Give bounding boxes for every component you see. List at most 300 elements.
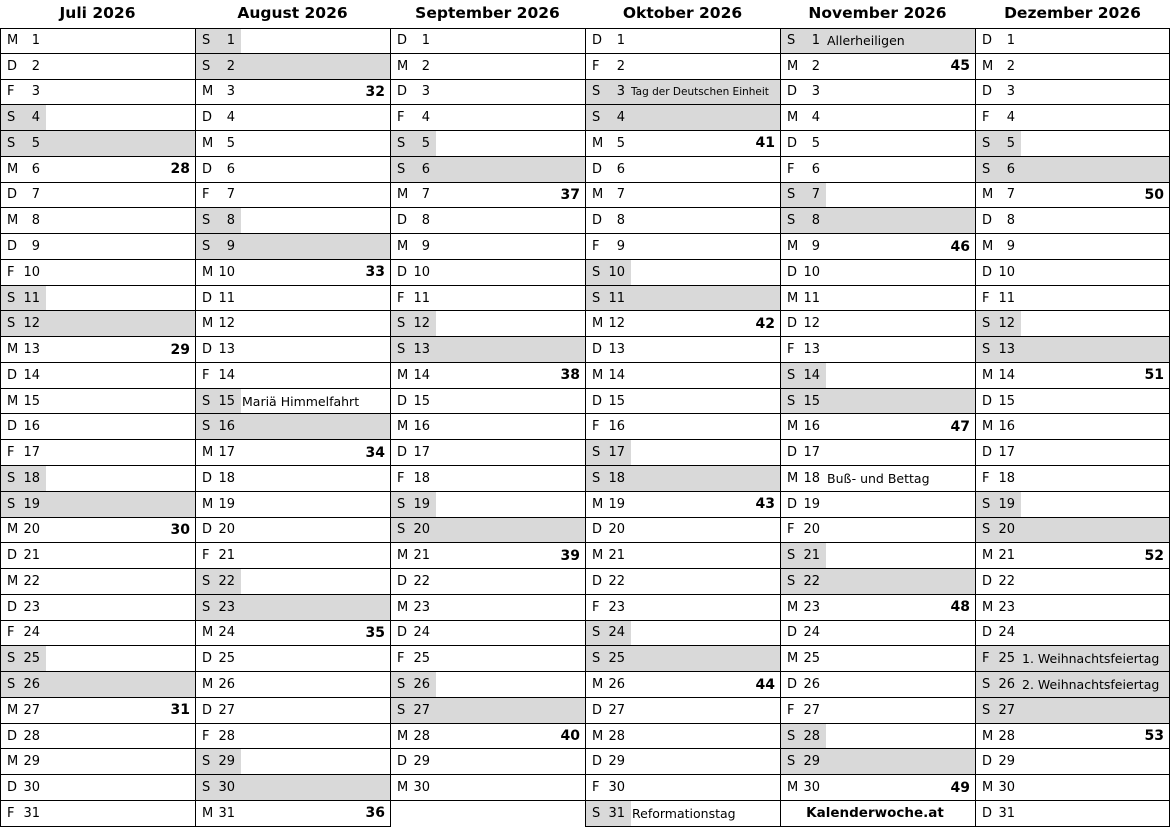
day-row[interactable] (0, 337, 195, 363)
day-row[interactable] (195, 183, 390, 209)
day-number: 5 (616, 135, 625, 151)
day-row[interactable] (0, 492, 195, 518)
day-number: 6 (226, 161, 235, 177)
day-row[interactable] (0, 363, 195, 389)
day-row[interactable] (975, 621, 1170, 647)
day-row[interactable] (585, 543, 780, 569)
day-row[interactable] (390, 543, 585, 569)
day-row[interactable] (0, 569, 195, 595)
day-number: 15 (23, 393, 40, 409)
day-of-week-letter: D (787, 625, 798, 641)
day-row[interactable] (195, 80, 390, 106)
day-row[interactable] (780, 311, 975, 337)
day-row[interactable] (975, 440, 1170, 466)
day-row[interactable] (195, 492, 390, 518)
day-row[interactable] (780, 363, 975, 389)
day-row[interactable] (0, 389, 195, 415)
week-number: 46 (950, 238, 970, 255)
day-row[interactable] (0, 286, 195, 312)
day-of-week-letter: D (592, 33, 603, 49)
day-row[interactable] (585, 595, 780, 621)
day-row[interactable] (975, 414, 1170, 440)
holiday-label: Reformationstag (632, 805, 736, 821)
day-row[interactable] (195, 389, 390, 415)
day-row[interactable] (975, 286, 1170, 312)
day-row[interactable] (780, 518, 975, 544)
day-of-week-letter: D (202, 290, 213, 306)
day-row[interactable] (0, 749, 195, 775)
day-of-week-letter: D (7, 239, 18, 254)
day-number: 2 (811, 58, 820, 74)
day-number: 17 (803, 445, 820, 461)
day-row[interactable] (975, 105, 1170, 131)
day-of-week-letter: S (7, 110, 16, 126)
day-row[interactable] (195, 775, 390, 801)
day-row[interactable] (975, 80, 1170, 106)
month-title: Dezember 2026 (1004, 4, 1141, 22)
day-number: 27 (218, 702, 235, 718)
day-number: 17 (23, 445, 40, 461)
day-row[interactable] (780, 28, 975, 54)
holiday-label: Allerheiligen (827, 33, 905, 49)
month-day-list (585, 28, 780, 827)
day-row[interactable] (390, 208, 585, 234)
day-row[interactable] (585, 131, 780, 157)
day-row[interactable] (780, 775, 975, 801)
day-row[interactable] (780, 749, 975, 775)
day-row[interactable] (195, 724, 390, 750)
day-of-week-letter: S (202, 239, 211, 254)
day-row[interactable] (975, 157, 1170, 183)
day-row[interactable] (975, 801, 1170, 827)
day-number: 16 (413, 419, 430, 435)
day-number: 4 (616, 110, 625, 126)
day-number: 30 (218, 780, 235, 796)
day-row[interactable] (0, 157, 195, 183)
day-row[interactable] (195, 208, 390, 234)
day-row[interactable] (975, 569, 1170, 595)
day-row[interactable] (390, 363, 585, 389)
day-row[interactable] (0, 646, 195, 672)
day-number: 11 (803, 290, 820, 306)
day-row[interactable] (585, 492, 780, 518)
day-number: 15 (998, 393, 1015, 409)
day-row[interactable] (780, 724, 975, 750)
day-row[interactable] (195, 28, 390, 54)
day-of-week-letter: S (787, 393, 796, 409)
day-row[interactable] (585, 621, 780, 647)
day-row[interactable] (585, 286, 780, 312)
day-number: 26 (23, 677, 40, 693)
day-row[interactable] (195, 518, 390, 544)
day-row[interactable] (780, 80, 975, 106)
day-row[interactable] (0, 440, 195, 466)
day-row[interactable] (390, 234, 585, 260)
day-row[interactable] (585, 775, 780, 801)
day-row[interactable] (195, 131, 390, 157)
day-of-week-letter: D (982, 754, 993, 770)
day-number: 3 (226, 84, 235, 100)
day-of-week-letter: S (7, 290, 16, 306)
day-of-week-letter: D (202, 470, 213, 486)
day-row[interactable] (0, 724, 195, 750)
day-of-week-letter: F (397, 110, 405, 126)
day-row[interactable] (585, 518, 780, 544)
day-row[interactable] (585, 389, 780, 415)
day-row[interactable] (975, 518, 1170, 544)
day-row[interactable] (975, 363, 1170, 389)
day-number: 2 (616, 58, 625, 74)
day-number: 9 (616, 239, 625, 254)
day-row[interactable] (195, 363, 390, 389)
day-row[interactable] (585, 105, 780, 131)
day-number: 25 (23, 651, 40, 667)
day-row[interactable] (390, 775, 585, 801)
day-number: 31 (998, 805, 1015, 821)
day-row[interactable] (0, 672, 195, 698)
day-row[interactable] (390, 54, 585, 80)
day-row[interactable] (390, 337, 585, 363)
day-number: 18 (803, 470, 820, 486)
day-row[interactable] (0, 466, 195, 492)
day-row[interactable] (975, 595, 1170, 621)
day-row[interactable] (390, 724, 585, 750)
month-title: September 2026 (415, 4, 560, 22)
day-row[interactable] (780, 105, 975, 131)
day-number: 17 (608, 445, 625, 461)
day-row[interactable] (585, 157, 780, 183)
day-of-week-letter: F (592, 780, 600, 796)
day-row[interactable] (585, 208, 780, 234)
day-row[interactable] (390, 131, 585, 157)
day-row[interactable] (585, 363, 780, 389)
day-number: 4 (421, 110, 430, 126)
day-row[interactable] (975, 492, 1170, 518)
day-row[interactable] (390, 440, 585, 466)
day-row[interactable] (0, 621, 195, 647)
day-row[interactable] (0, 311, 195, 337)
day-of-week-letter: M (982, 239, 994, 254)
day-row[interactable] (195, 801, 390, 827)
day-number: 15 (803, 393, 820, 409)
day-of-week-letter: D (982, 393, 993, 409)
day-row[interactable] (0, 234, 195, 260)
day-row[interactable] (780, 621, 975, 647)
day-number: 30 (803, 780, 820, 796)
day-number: 10 (23, 264, 40, 280)
day-of-week-letter: M (982, 728, 994, 744)
day-row[interactable] (975, 54, 1170, 80)
footer-row (780, 801, 975, 827)
week-number: 39 (560, 547, 580, 564)
day-row[interactable] (195, 466, 390, 492)
day-of-week-letter: M (7, 213, 19, 229)
day-number: 2 (31, 58, 40, 74)
week-number: 49 (950, 779, 970, 796)
day-row[interactable] (780, 698, 975, 724)
day-of-week-letter: F (592, 239, 600, 254)
day-row[interactable] (585, 311, 780, 337)
day-row[interactable] (780, 234, 975, 260)
day-row[interactable] (975, 698, 1170, 724)
day-number: 13 (23, 342, 40, 358)
day-of-week-letter: F (592, 419, 600, 435)
day-row[interactable] (780, 414, 975, 440)
day-of-week-letter: M (787, 110, 799, 126)
day-row[interactable] (0, 543, 195, 569)
day-row[interactable] (390, 286, 585, 312)
day-row[interactable] (195, 646, 390, 672)
day-row[interactable] (975, 724, 1170, 750)
day-of-week-letter: S (787, 754, 796, 770)
day-row[interactable] (780, 183, 975, 209)
day-row[interactable] (0, 105, 195, 131)
day-number: 27 (413, 702, 430, 718)
day-row[interactable] (585, 28, 780, 54)
day-row[interactable] (195, 311, 390, 337)
day-of-week-letter: M (397, 239, 409, 254)
day-of-week-letter: D (787, 264, 798, 280)
day-row[interactable] (975, 543, 1170, 569)
day-row[interactable] (390, 389, 585, 415)
day-row[interactable] (390, 569, 585, 595)
day-row[interactable] (585, 749, 780, 775)
day-row[interactable] (390, 105, 585, 131)
day-of-week-letter: S (787, 728, 796, 744)
day-of-week-letter: M (7, 522, 19, 538)
day-number: 15 (413, 393, 430, 409)
day-number: 5 (1006, 135, 1015, 151)
day-row[interactable] (780, 157, 975, 183)
day-of-week-letter: S (7, 470, 16, 486)
day-row[interactable] (195, 749, 390, 775)
day-number: 15 (218, 393, 235, 409)
day-row[interactable] (390, 698, 585, 724)
day-row[interactable] (975, 775, 1170, 801)
day-of-week-letter: F (787, 161, 795, 177)
day-of-week-letter: D (592, 522, 603, 538)
day-row[interactable] (390, 492, 585, 518)
day-row[interactable] (0, 208, 195, 234)
day-number: 24 (23, 625, 40, 641)
day-number: 22 (23, 573, 40, 589)
day-number: 29 (803, 754, 820, 770)
day-row[interactable] (780, 543, 975, 569)
day-row[interactable] (390, 414, 585, 440)
day-row[interactable] (585, 337, 780, 363)
month-column (780, 0, 975, 827)
day-of-week-letter: D (397, 84, 408, 100)
day-row[interactable] (585, 260, 780, 286)
day-row[interactable] (585, 801, 780, 827)
day-row[interactable] (390, 672, 585, 698)
day-row[interactable] (195, 621, 390, 647)
day-row[interactable] (780, 569, 975, 595)
day-row[interactable] (0, 775, 195, 801)
day-row[interactable] (195, 543, 390, 569)
week-number: 40 (560, 728, 580, 745)
day-number: 9 (31, 239, 40, 254)
day-row[interactable] (975, 28, 1170, 54)
day-row[interactable] (195, 337, 390, 363)
day-row[interactable] (585, 440, 780, 466)
day-row[interactable] (975, 337, 1170, 363)
day-row[interactable] (390, 80, 585, 106)
day-row[interactable] (780, 440, 975, 466)
day-row[interactable] (195, 595, 390, 621)
week-number: 43 (755, 496, 775, 513)
week-number: 53 (1144, 728, 1164, 745)
day-row[interactable] (390, 28, 585, 54)
day-row[interactable] (390, 621, 585, 647)
day-number: 27 (803, 702, 820, 718)
day-number: 9 (811, 239, 820, 254)
day-row[interactable] (390, 466, 585, 492)
day-row[interactable] (390, 157, 585, 183)
day-of-week-letter: D (982, 573, 993, 589)
day-row[interactable] (975, 749, 1170, 775)
day-of-week-letter: F (397, 290, 405, 306)
day-row[interactable] (780, 466, 975, 492)
day-row[interactable] (585, 466, 780, 492)
day-row[interactable] (195, 569, 390, 595)
day-row[interactable] (780, 286, 975, 312)
day-number: 20 (413, 522, 430, 538)
day-row[interactable] (195, 260, 390, 286)
week-number: 45 (950, 58, 970, 75)
day-row[interactable] (0, 698, 195, 724)
day-row[interactable] (195, 54, 390, 80)
month-day-list (975, 28, 1170, 827)
day-row[interactable] (0, 80, 195, 106)
day-row[interactable] (195, 157, 390, 183)
day-row[interactable] (780, 672, 975, 698)
day-row[interactable] (0, 518, 195, 544)
day-row[interactable] (780, 337, 975, 363)
day-row[interactable] (195, 414, 390, 440)
day-number: 9 (421, 239, 430, 254)
day-of-week-letter: M (397, 367, 409, 383)
day-row[interactable] (585, 698, 780, 724)
day-row[interactable] (0, 54, 195, 80)
day-row[interactable] (0, 260, 195, 286)
day-row[interactable] (0, 28, 195, 54)
day-number: 4 (811, 110, 820, 126)
day-row[interactable] (0, 183, 195, 209)
day-number: 13 (803, 342, 820, 358)
day-of-week-letter: M (202, 316, 214, 332)
day-row[interactable] (780, 260, 975, 286)
day-row[interactable] (585, 234, 780, 260)
day-row[interactable] (390, 183, 585, 209)
day-row[interactable] (585, 80, 780, 106)
day-row[interactable] (975, 311, 1170, 337)
day-of-week-letter: D (787, 496, 798, 512)
day-row[interactable] (975, 260, 1170, 286)
day-row[interactable] (585, 672, 780, 698)
day-row[interactable] (975, 131, 1170, 157)
day-row[interactable] (975, 389, 1170, 415)
day-row[interactable] (585, 646, 780, 672)
day-row[interactable] (975, 234, 1170, 260)
day-row[interactable] (390, 311, 585, 337)
day-of-week-letter: S (592, 805, 601, 821)
day-number: 4 (226, 110, 235, 126)
day-row[interactable] (585, 569, 780, 595)
day-row[interactable] (585, 414, 780, 440)
day-row[interactable] (780, 646, 975, 672)
holiday-label: Buß- und Bettag (827, 470, 930, 486)
day-of-week-letter: D (202, 161, 213, 177)
day-of-week-letter: S (982, 522, 991, 538)
day-row[interactable] (195, 698, 390, 724)
day-row[interactable] (780, 492, 975, 518)
day-row[interactable] (780, 131, 975, 157)
day-of-week-letter: S (787, 548, 796, 564)
day-number: 12 (218, 316, 235, 332)
day-of-week-letter: S (787, 573, 796, 589)
week-number: 50 (1144, 186, 1164, 203)
day-row[interactable] (585, 183, 780, 209)
day-of-week-letter: D (397, 754, 408, 770)
day-row[interactable] (975, 208, 1170, 234)
day-row[interactable] (780, 389, 975, 415)
day-number: 11 (998, 290, 1015, 306)
day-row[interactable] (195, 672, 390, 698)
day-row[interactable] (0, 414, 195, 440)
day-number: 21 (218, 548, 235, 564)
day-number: 3 (616, 84, 625, 100)
day-row[interactable] (390, 749, 585, 775)
day-of-week-letter: M (982, 419, 994, 435)
day-row[interactable] (195, 234, 390, 260)
day-of-week-letter: M (202, 445, 214, 461)
day-row[interactable] (780, 208, 975, 234)
day-row[interactable] (585, 724, 780, 750)
day-number: 25 (218, 651, 235, 667)
day-row[interactable] (390, 646, 585, 672)
day-number: 9 (1006, 239, 1015, 254)
day-number: 6 (1006, 161, 1015, 177)
day-row[interactable] (195, 440, 390, 466)
day-row[interactable] (195, 286, 390, 312)
day-of-week-letter: S (982, 342, 991, 358)
day-of-week-letter: D (982, 445, 993, 461)
day-of-week-letter: F (202, 728, 210, 744)
day-row[interactable] (975, 646, 1170, 672)
day-row[interactable] (975, 183, 1170, 209)
day-of-week-letter: M (7, 573, 19, 589)
day-row[interactable] (0, 595, 195, 621)
day-row[interactable] (975, 466, 1170, 492)
day-row[interactable] (0, 801, 195, 827)
day-row[interactable] (780, 595, 975, 621)
day-row[interactable] (390, 518, 585, 544)
day-row[interactable] (975, 672, 1170, 698)
day-number: 13 (998, 342, 1015, 358)
day-row[interactable] (390, 595, 585, 621)
week-number: 44 (755, 676, 775, 693)
day-row[interactable] (195, 105, 390, 131)
day-of-week-letter: S (592, 84, 601, 100)
day-row[interactable] (585, 54, 780, 80)
day-row[interactable] (0, 131, 195, 157)
day-of-week-letter: S (7, 135, 16, 151)
day-row[interactable] (780, 54, 975, 80)
day-row[interactable] (390, 260, 585, 286)
day-of-week-letter: F (592, 599, 600, 615)
day-number: 24 (608, 625, 625, 641)
